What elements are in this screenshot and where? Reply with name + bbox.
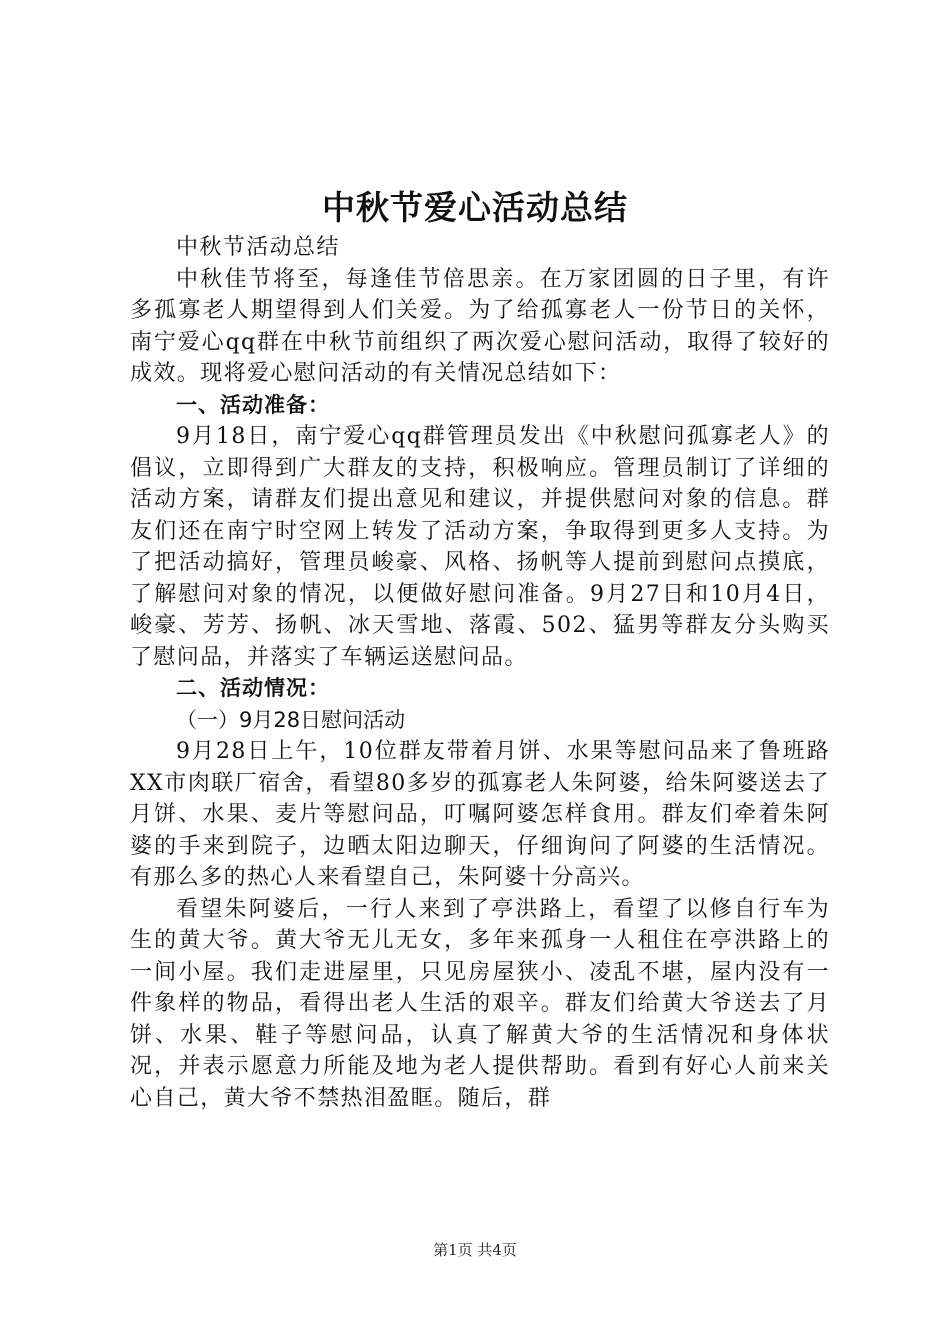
subsection-heading-sept28: （一）9月28日慰问活动	[176, 707, 406, 732]
page-footer: 第1页 共4页	[433, 1241, 517, 1259]
preparation-paragraph: 9月18日，南宁爱心qq群管理员发出《中秋慰问孤寡老人》的倡议，立即得到广大群友的支持，积极响应。管理员制订了详细的活动方案，请群友们提出意见和建议，并提供慰问对象的信息。群友们还在南宁时空网上转发了活动方案，争取得到更多人支持。为了把活动搞好，管理员峻豪、风格、扬帆等人提前到慰问点摸底，了解慰问对象的情况，以便做好慰问准备。9月27日和10月4日，峻豪、芳芳、扬帆、冰天雪地、落霞、502、猛男等群友分头购买了慰问品，并落实了车辆运送慰问品。	[130, 424, 830, 670]
document-body	[130, 232, 830, 1114]
visit-zhu-paragraph: 9月28日上午，10位群友带着月饼、水果等慰问品来了鲁班路XX市肉联厂宿舍，看望80多岁的孤寡老人朱阿婆，给朱阿婆送去了月饼、水果、麦片等慰问品，叮嘱阿婆怎样食用。群友们牵着朱阿婆的手来到院子，边晒太阳边聊天，仔细询问了阿婆的生活情况。有那么多的热心人来看望自己，朱阿婆十分高兴。	[130, 739, 830, 890]
section-heading-situation: 二、活动情况：	[176, 676, 330, 700]
document-title: 中秋节爱心活动总结	[322, 188, 628, 227]
section-heading-preparation: 一、活动准备：	[176, 392, 330, 417]
intro-paragraph: 中秋佳节将至，每逢佳节倍思亲。在万家团圆的日子里，有许多孤寡老人期望得到人们关爱。为了给孤寡老人一份节日的关怀，南宁爱心qq群在中秋节前组织了两次爱心慰问活动，取得了较好的成效。现将爱心慰问活动的有关情况总结如下：	[130, 266, 830, 386]
subtitle-paragraph: 中秋节活动总结	[176, 235, 340, 260]
visit-huang-paragraph: 看望朱阿婆后，一行人来到了亭洪路上，看望了以修自行车为生的黄大爷。黄大爷无儿无女，多年来孤身一人租住在亭洪路上的一间小屋。我们走进屋里，只见房屋狭小、凌乱不堪，屋内没有一件象样的物品，看得出老人生活的艰辛。群友们给黄大爷送去了月饼、水果、鞋子等慰问品，认真了解黄大爷的生活情况和身体状况，并表示愿意力所能及地为老人提供帮助。看到有好心人前来关心自己，黄大爷不禁热泪盈眶。随后，群	[130, 896, 830, 1111]
